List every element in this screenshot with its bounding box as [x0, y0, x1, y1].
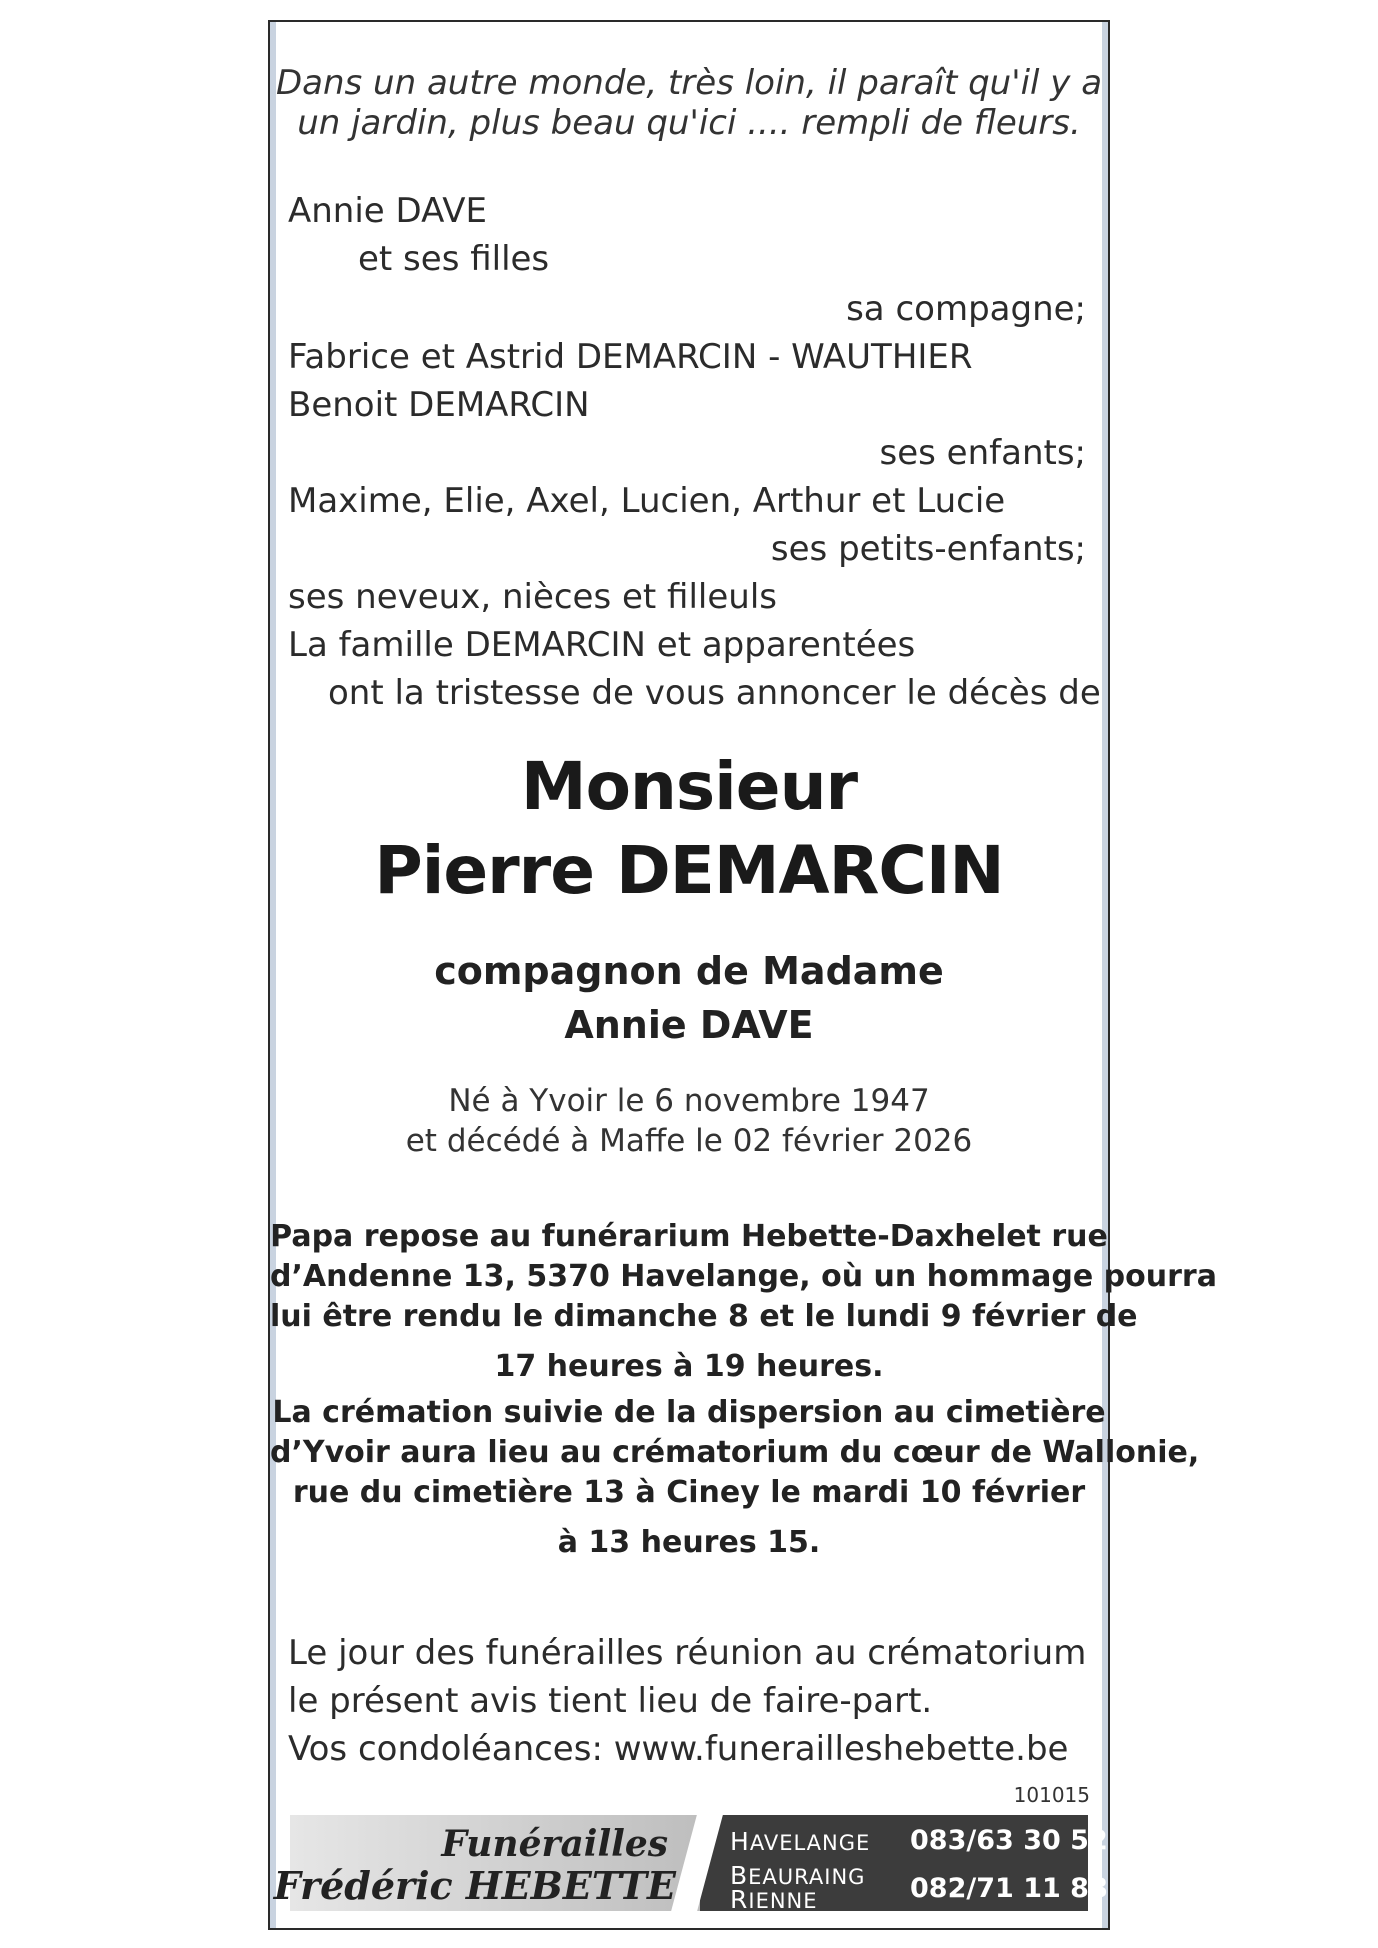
info-line: Papa repose au funérarium Hebette-Daxhelet rue: [270, 1219, 1108, 1254]
location-rienne: [730, 1885, 818, 1914]
family-role: sa compagne;: [846, 289, 1086, 329]
info-line: La crémation suivie de la dispersion au cimetière: [272, 1395, 1106, 1430]
deceased-title: Monsieur: [520, 748, 858, 825]
family-line: Fabrice et Astrid DEMARCIN - WAUTHIER: [288, 337, 973, 377]
location-cap: R: [730, 1885, 749, 1914]
info-line: d’Yvoir aura lieu au crématorium du cœur de Wallonie,: [270, 1435, 1200, 1470]
phone-beauraing-rienne: 082/71 11 88: [910, 1873, 1108, 1904]
info-line: d’Andenne 13, 5370 Havelange, où un hommage pourra: [270, 1259, 1217, 1294]
location-cap: B: [730, 1861, 749, 1890]
death-line: et décédé à Maffe le 02 février 2026: [405, 1123, 973, 1159]
location-rest: IENNE: [748, 1889, 818, 1913]
info-line: lui être rendu le dimanche 8 et le lundi 9 février de: [270, 1299, 1138, 1334]
family-role: ses petits-enfants;: [770, 529, 1086, 569]
info-line: 17 heures à 19 heures.: [494, 1349, 884, 1384]
family-line: Benoit DEMARCIN: [288, 385, 590, 425]
obituary-notice: [268, 20, 1217, 1930]
relation-line: compagnon de Madame: [434, 949, 944, 993]
birth-line: Né à Yvoir le 6 novembre 1947: [448, 1083, 930, 1119]
location-rest: AVELANGE: [749, 1831, 871, 1855]
family-line: Annie DAVE: [288, 191, 487, 231]
family-role: ses enfants;: [879, 433, 1086, 473]
relation-name: Annie DAVE: [564, 1003, 814, 1047]
family-line: ses neveux, nièces et filleuls: [288, 577, 777, 617]
info-line: à 13 heures 15.: [557, 1525, 821, 1560]
funeral-home-banner: [273, 1815, 1108, 1914]
family-line: La famille DEMARCIN et apparentées: [288, 625, 916, 665]
quote-line-2: un jardin, plus beau qu'ici .... rempli de fleurs.: [297, 103, 1081, 143]
brand-line-2: Frédéric HEBETTE: [273, 1863, 676, 1908]
location-rest: EAURAING: [748, 1865, 866, 1889]
location-havelange: [730, 1827, 870, 1856]
condolences-line: Vos condoléances: www.funerailleshebette.be: [288, 1729, 1069, 1769]
closing-line: Le jour des funérailles réunion au crématorium: [288, 1633, 1087, 1673]
brand-line-1: Funérailles: [441, 1823, 668, 1865]
announcement-line: ont la tristesse de vous annoncer le décès de: [328, 673, 1101, 713]
deceased-name: Pierre DEMARCIN: [374, 832, 1004, 909]
reference-number: 101015: [1013, 1783, 1090, 1807]
phone-havelange: 083/63 30 52: [910, 1825, 1108, 1856]
location-cap: H: [730, 1827, 750, 1856]
closing-line: le présent avis tient lieu de faire-part.: [288, 1681, 933, 1721]
info-line: rue du cimetière 13 à Ciney le mardi 10 février: [292, 1475, 1086, 1510]
quote-line-1: Dans un autre monde, très loin, il paraît qu'il y a: [275, 63, 1103, 103]
family-line: Maxime, Elie, Axel, Lucien, Arthur et Lucie: [288, 481, 1006, 521]
family-line: et ses filles: [358, 239, 550, 279]
